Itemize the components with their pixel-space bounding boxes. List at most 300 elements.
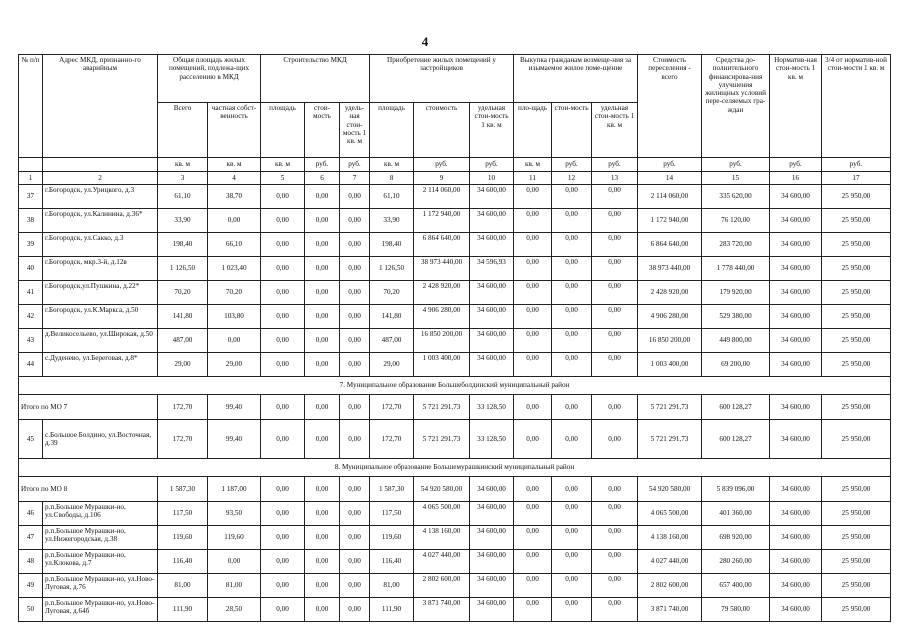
cell: 29,00 xyxy=(208,353,261,377)
cell: 3 871 740,00 xyxy=(414,598,470,622)
cell: 4 065 500,00 xyxy=(414,502,470,526)
cell: 34 600,00 xyxy=(770,353,822,377)
cell: 0,00 xyxy=(514,420,552,459)
row-address: с.Большое Болдино, ул.Восточная, д.39 xyxy=(43,420,158,459)
row-address: р.п.Большое Мурашки-но, ул.Свободы, д.106 xyxy=(43,502,158,526)
cell: 0,00 xyxy=(592,305,638,329)
cell: 34 600,00 xyxy=(770,477,822,502)
col-number: 16 xyxy=(770,172,822,185)
table-row xyxy=(19,281,891,305)
total-label: Итого по МО 7 xyxy=(19,395,158,420)
cell: 5 721 291,73 xyxy=(414,395,470,420)
cell: 33,90 xyxy=(158,209,208,233)
cell: 25 950,00 xyxy=(822,209,891,233)
cell: 70,20 xyxy=(370,281,414,305)
cell: 34 600,00 xyxy=(770,502,822,526)
cell: 34 600,00 xyxy=(770,305,822,329)
row-address: р.п.Большое Мурашки-но, ул.Ново-Луговая, д.76 xyxy=(43,574,158,598)
cell: 34 600,00 xyxy=(770,526,822,550)
table-row xyxy=(19,574,891,598)
cell: 25 950,00 xyxy=(822,305,891,329)
cell: 449 800,00 xyxy=(702,329,770,353)
cell: 93,50 xyxy=(208,502,261,526)
header-cost-short: стои-мость xyxy=(305,103,340,158)
cell: 0,00 xyxy=(552,233,592,257)
cell: 69 200,00 xyxy=(702,353,770,377)
cell: 0,00 xyxy=(305,305,340,329)
cell: 25 950,00 xyxy=(822,329,891,353)
cell: 34 600,00 xyxy=(470,574,514,598)
cell: 0,00 xyxy=(340,185,370,209)
header-total-area: Общая площадь жилых помещений, подлежа-щих расселению в МКД xyxy=(158,55,261,103)
unit-cell: руб. xyxy=(592,158,638,172)
col-number: 6 xyxy=(305,172,340,185)
cell: 172,70 xyxy=(158,420,208,459)
cell: 25 950,00 xyxy=(822,185,891,209)
cell: 1 187,00 xyxy=(208,477,261,502)
cell: 34 600,00 xyxy=(770,420,822,459)
cell: 25 950,00 xyxy=(822,353,891,377)
unit-cell: руб. xyxy=(340,158,370,172)
cell: 198,40 xyxy=(158,233,208,257)
cell: 0,00 xyxy=(552,209,592,233)
cell: 0,00 xyxy=(552,281,592,305)
cell: 0,00 xyxy=(261,502,305,526)
table-row xyxy=(19,526,891,550)
cell: 25 950,00 xyxy=(822,395,891,420)
cell: 3 871 740,00 xyxy=(638,598,702,622)
cell: 0,00 xyxy=(514,329,552,353)
cell: 1 126,50 xyxy=(370,257,414,281)
cell: 0,00 xyxy=(552,395,592,420)
cell: 0,00 xyxy=(592,329,638,353)
cell: 0,00 xyxy=(340,353,370,377)
header-additional-funds: Средства до-полнительного финансирова-ния улучшения жилищных условий пере-селяемых гра-ждан xyxy=(702,55,770,158)
row-number: 40 xyxy=(19,257,43,281)
cell: 1 003 400,00 xyxy=(414,353,470,377)
section-row xyxy=(19,459,891,477)
cell: 34 600,00 xyxy=(470,185,514,209)
resettlement-table xyxy=(18,54,891,622)
cell: 0,00 xyxy=(305,395,340,420)
cell: 2 114 060,00 xyxy=(414,185,470,209)
cell: 0,00 xyxy=(514,233,552,257)
cell: 600 128,27 xyxy=(702,420,770,459)
cell: 0,00 xyxy=(552,477,592,502)
header-area: площадь xyxy=(261,103,305,158)
cell: 0,00 xyxy=(340,233,370,257)
col-number: 7 xyxy=(340,172,370,185)
row-number: 41 xyxy=(19,281,43,305)
col-number: 12 xyxy=(552,172,592,185)
cell: 0,00 xyxy=(514,502,552,526)
cell: 4 906 280,00 xyxy=(414,305,470,329)
cell: 487,00 xyxy=(370,329,414,353)
cell: 0,00 xyxy=(552,257,592,281)
table-row xyxy=(19,353,891,377)
header-buyout: Выкупка гражданам возмеще-ния за изымаемое жилое поме-щение xyxy=(514,55,638,103)
cell: 0,00 xyxy=(305,526,340,550)
cell: 54 920 580,00 xyxy=(638,477,702,502)
cell: 0,00 xyxy=(514,209,552,233)
row-number: 39 xyxy=(19,233,43,257)
col-number: 17 xyxy=(822,172,891,185)
cell: 0,00 xyxy=(261,209,305,233)
cell: 34 600,00 xyxy=(470,353,514,377)
cell: 25 950,00 xyxy=(822,233,891,257)
row-address: г.Богородск, ул.Сакко, д.3 xyxy=(43,233,158,257)
table-row xyxy=(19,185,891,209)
cell: 34 600,00 xyxy=(470,598,514,622)
cell: 280 260,00 xyxy=(702,550,770,574)
cell: 5 721 291,73 xyxy=(638,420,702,459)
unit-cell: руб. xyxy=(770,158,822,172)
cell: 0,00 xyxy=(340,420,370,459)
unit-cell: кв. м xyxy=(514,158,552,172)
cell: 54 920 580,00 xyxy=(414,477,470,502)
cell: 70,20 xyxy=(158,281,208,305)
cell: 117,50 xyxy=(158,502,208,526)
cell: 0,00 xyxy=(305,574,340,598)
cell: 34 600,00 xyxy=(470,209,514,233)
cell: 25 950,00 xyxy=(822,502,891,526)
cell: 16 850 200,00 xyxy=(414,329,470,353)
cell: 0,00 xyxy=(592,281,638,305)
cell: 1 023,40 xyxy=(208,257,261,281)
table-row xyxy=(19,257,891,281)
header-num: № п/п xyxy=(19,55,43,158)
cell: 0,00 xyxy=(552,574,592,598)
cell: 198,40 xyxy=(370,233,414,257)
cell: 34 600,00 xyxy=(770,550,822,574)
cell: 25 950,00 xyxy=(822,526,891,550)
row-address: д.Великосельево, ул.Широкая, д.50 xyxy=(43,329,158,353)
cell: 0,00 xyxy=(552,526,592,550)
row-number: 49 xyxy=(19,574,43,598)
cell: 0,00 xyxy=(261,281,305,305)
cell: 2 114 060,00 xyxy=(638,185,702,209)
cell: 0,00 xyxy=(261,257,305,281)
cell: 99,40 xyxy=(208,420,261,459)
cell: 16 850 200,00 xyxy=(638,329,702,353)
units-row xyxy=(19,158,891,172)
cell: 33 128,50 xyxy=(470,395,514,420)
row-address: р.п.Большое Мурашки-но, ул.Ново-Луговая, д.64б xyxy=(43,598,158,622)
cell: 116,40 xyxy=(370,550,414,574)
table-row xyxy=(19,550,891,574)
cell: 0,00 xyxy=(514,353,552,377)
page-number: 4 xyxy=(421,34,429,49)
cell: 61,10 xyxy=(370,185,414,209)
cell: 1 172 940,00 xyxy=(414,209,470,233)
cell: 25 950,00 xyxy=(822,574,891,598)
cell: 0,00 xyxy=(305,329,340,353)
unit-cell: кв. м xyxy=(261,158,305,172)
col-number: 5 xyxy=(261,172,305,185)
cell: 0,00 xyxy=(340,257,370,281)
cell: 0,00 xyxy=(340,502,370,526)
cell: 6 864 640,00 xyxy=(414,233,470,257)
unit-cell: руб. xyxy=(638,158,702,172)
cell: 0,00 xyxy=(514,574,552,598)
cell: 5 839 096,00 xyxy=(702,477,770,502)
cell: 0,00 xyxy=(208,550,261,574)
cell: 0,00 xyxy=(261,185,305,209)
cell: 34 600,00 xyxy=(470,305,514,329)
header-cost: стои-мость xyxy=(552,103,592,158)
row-number: 48 xyxy=(19,550,43,574)
cell: 0,00 xyxy=(552,329,592,353)
col-number: 3 xyxy=(158,172,208,185)
cell: 0,00 xyxy=(261,329,305,353)
cell: 25 950,00 xyxy=(822,420,891,459)
cell: 34 600,00 xyxy=(770,598,822,622)
table-row xyxy=(19,329,891,353)
cell: 0,00 xyxy=(305,502,340,526)
header-address: Адрес МКД, признанно-го аварийным xyxy=(43,55,158,158)
row-number: 44 xyxy=(19,353,43,377)
unit-cell: руб. xyxy=(702,158,770,172)
cell: 61,10 xyxy=(158,185,208,209)
cell: 0,00 xyxy=(261,598,305,622)
cell: 401 360,00 xyxy=(702,502,770,526)
cell: 0,00 xyxy=(340,526,370,550)
cell: 0,00 xyxy=(261,420,305,459)
row-address: г.Богородск, ул.Калинина, д.36* xyxy=(43,209,158,233)
cell: 0,00 xyxy=(592,185,638,209)
cell: 81,00 xyxy=(158,574,208,598)
cell: 172,70 xyxy=(370,395,414,420)
cell: 0,00 xyxy=(305,550,340,574)
header-acquisition: Приобретение жилых помещений у застройщиков xyxy=(370,55,514,103)
cell: 0,00 xyxy=(305,209,340,233)
cell: 0,00 xyxy=(340,598,370,622)
cell: 0,00 xyxy=(514,477,552,502)
col-number: 15 xyxy=(702,172,770,185)
cell: 28,50 xyxy=(208,598,261,622)
col-number: 11 xyxy=(514,172,552,185)
cell: 119,60 xyxy=(208,526,261,550)
header-construction: Строительство МКД xyxy=(261,55,370,103)
table-row xyxy=(19,420,891,459)
unit-cell: кв. м xyxy=(158,158,208,172)
row-address: г.Богородск, ул.К.Маркса, д.50 xyxy=(43,305,158,329)
cell: 25 950,00 xyxy=(822,598,891,622)
cell: 0,00 xyxy=(592,574,638,598)
row-number: 38 xyxy=(19,209,43,233)
cell: 141,80 xyxy=(158,305,208,329)
cell: 119,60 xyxy=(158,526,208,550)
cell: 600 128,27 xyxy=(702,395,770,420)
cell: 0,00 xyxy=(592,502,638,526)
cell: 0,00 xyxy=(592,353,638,377)
row-address: р.п.Большое Мурашки-но, ул.Клокова, д.7 xyxy=(43,550,158,574)
cell: 25 950,00 xyxy=(822,257,891,281)
col-number: 9 xyxy=(414,172,470,185)
column-number-row xyxy=(19,172,891,185)
cell: 0,00 xyxy=(305,281,340,305)
cell: 0,00 xyxy=(592,233,638,257)
cell: 0,00 xyxy=(514,598,552,622)
row-number: 47 xyxy=(19,526,43,550)
cell: 38 973 440,00 xyxy=(414,257,470,281)
col-number: 13 xyxy=(592,172,638,185)
cell: 117,50 xyxy=(370,502,414,526)
cell: 529 380,00 xyxy=(702,305,770,329)
unit-cell: руб. xyxy=(470,158,514,172)
cell: 4 027 440,00 xyxy=(638,550,702,574)
cell: 0,00 xyxy=(261,395,305,420)
cell: 4 065 500,00 xyxy=(638,502,702,526)
col-number: 8 xyxy=(370,172,414,185)
cell: 0,00 xyxy=(261,477,305,502)
cell: 0,00 xyxy=(340,209,370,233)
cell: 0,00 xyxy=(340,395,370,420)
row-number: 46 xyxy=(19,502,43,526)
cell: 34 600,00 xyxy=(770,574,822,598)
cell: 34 600,00 xyxy=(770,395,822,420)
cell: 1 126,50 xyxy=(158,257,208,281)
header-area: пло-щадь xyxy=(514,103,552,158)
cell: 25 950,00 xyxy=(822,281,891,305)
cell: 34 600,00 xyxy=(770,257,822,281)
cell: 0,00 xyxy=(340,550,370,574)
header-norm-cost: Норматив-ная стои-мость 1 кв. м xyxy=(770,55,822,158)
cell: 33,90 xyxy=(370,209,414,233)
cell: 0,00 xyxy=(340,305,370,329)
cell: 0,00 xyxy=(340,329,370,353)
row-number: 37 xyxy=(19,185,43,209)
header-private: частная собст-венность xyxy=(208,103,261,158)
cell: 34 600,00 xyxy=(770,209,822,233)
cell: 657 400,00 xyxy=(702,574,770,598)
cell: 6 864 640,00 xyxy=(638,233,702,257)
cell: 0,00 xyxy=(592,477,638,502)
unit-cell: руб. xyxy=(552,158,592,172)
cell: 1 172 940,00 xyxy=(638,209,702,233)
col-number: 2 xyxy=(43,172,158,185)
cell: 283 720,00 xyxy=(702,233,770,257)
cell: 0,00 xyxy=(261,550,305,574)
cell: 34 600,00 xyxy=(770,185,822,209)
cell: 0,00 xyxy=(514,281,552,305)
section-row xyxy=(19,377,891,395)
cell: 0,00 xyxy=(514,257,552,281)
cell: 0,00 xyxy=(261,526,305,550)
cell: 34 600,00 xyxy=(470,526,514,550)
cell: 0,00 xyxy=(514,550,552,574)
cell: 487,00 xyxy=(158,329,208,353)
header-row-1 xyxy=(19,55,891,103)
cell: 0,00 xyxy=(552,420,592,459)
row-number: 50 xyxy=(19,598,43,622)
unit-cell: руб. xyxy=(305,158,340,172)
cell: 29,00 xyxy=(370,353,414,377)
header-specific-cost: удельная стои-мость 1 кв. м xyxy=(592,103,638,158)
table-row xyxy=(19,502,891,526)
cell: 0,00 xyxy=(261,305,305,329)
cell: 0,00 xyxy=(592,550,638,574)
cell: 141,80 xyxy=(370,305,414,329)
header-area: площадь xyxy=(370,103,414,158)
cell: 0,00 xyxy=(592,209,638,233)
total-row xyxy=(19,477,891,502)
cell: 0,00 xyxy=(592,257,638,281)
cell: 34 600,00 xyxy=(770,233,822,257)
row-address: с.Дуденево, ул.Береговая, д.8* xyxy=(43,353,158,377)
col-number: 4 xyxy=(208,172,261,185)
cell: 0,00 xyxy=(340,477,370,502)
total-row xyxy=(19,395,891,420)
table-row xyxy=(19,209,891,233)
header-total: Всего xyxy=(158,103,208,158)
cell: 116,40 xyxy=(158,550,208,574)
unit-cell: кв. м xyxy=(208,158,261,172)
col-number: 1 xyxy=(19,172,43,185)
cell: 34 600,00 xyxy=(470,502,514,526)
cell: 5 721 291,73 xyxy=(414,420,470,459)
cell: 0,00 xyxy=(305,420,340,459)
cell: 1 587,30 xyxy=(158,477,208,502)
row-number: 42 xyxy=(19,305,43,329)
cell: 0,00 xyxy=(340,281,370,305)
cell: 0,00 xyxy=(305,598,340,622)
cell: 4 027 440,00 xyxy=(414,550,470,574)
cell: 38,70 xyxy=(208,185,261,209)
cell: 25 950,00 xyxy=(822,550,891,574)
cell: 2 428 920,00 xyxy=(414,281,470,305)
cell: 33 128,50 xyxy=(470,420,514,459)
cell: 0,00 xyxy=(552,305,592,329)
cell: 34 600,00 xyxy=(470,477,514,502)
cell: 0,00 xyxy=(552,550,592,574)
cell: 2 428 920,00 xyxy=(638,281,702,305)
cell: 0,00 xyxy=(514,526,552,550)
cell: 70,20 xyxy=(208,281,261,305)
cell: 81,00 xyxy=(208,574,261,598)
cell: 0,00 xyxy=(592,526,638,550)
total-label: Итого по МО 8 xyxy=(19,477,158,502)
cell: 81,00 xyxy=(370,574,414,598)
cell: 0,00 xyxy=(305,185,340,209)
cell: 119,60 xyxy=(370,526,414,550)
cell: 0,00 xyxy=(208,209,261,233)
cell: 0,00 xyxy=(592,598,638,622)
cell: 5 721 291,73 xyxy=(638,395,702,420)
table-row xyxy=(19,233,891,257)
section-title: 8. Муниципальное образование Большемурашкинский муниципальный район xyxy=(19,459,891,477)
section-title: 7. Муниципальное образование Большеболдинский муниципальный район xyxy=(19,377,891,395)
cell: 0,00 xyxy=(592,395,638,420)
cell: 0,00 xyxy=(552,353,592,377)
cell: 0,00 xyxy=(552,185,592,209)
cell: 0,00 xyxy=(305,353,340,377)
cell: 0,00 xyxy=(514,395,552,420)
cell: 1 003 400,00 xyxy=(638,353,702,377)
unit-cell: кв. м xyxy=(370,158,414,172)
cell: 0,00 xyxy=(514,185,552,209)
row-address: г.Богородск, ул.Урицкого, д.3 xyxy=(43,185,158,209)
cell: 103,80 xyxy=(208,305,261,329)
unit-cell: руб. xyxy=(414,158,470,172)
col-number: 14 xyxy=(638,172,702,185)
cell: 0,00 xyxy=(552,598,592,622)
cell: 29,00 xyxy=(158,353,208,377)
cell: 25 950,00 xyxy=(822,477,891,502)
cell: 111,90 xyxy=(370,598,414,622)
cell: 34 600,00 xyxy=(770,329,822,353)
cell: 2 802 600,00 xyxy=(638,574,702,598)
